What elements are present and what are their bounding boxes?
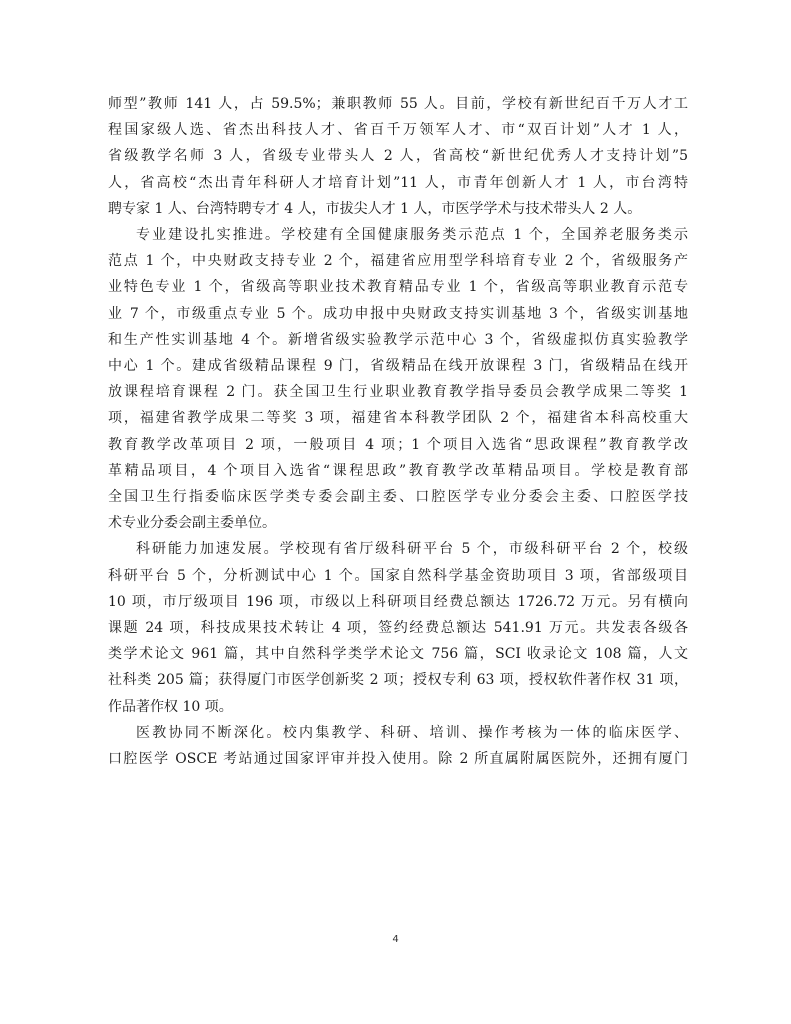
text-line: 人，省高校“杰出青年科研人才培育计划”11 人，市青年创新人才 1 人，市台湾特 bbox=[108, 174, 688, 191]
text-line: 专业建设扎实推进。学校建有全国健康服务类示范点 1 个，全国养老服务类示 bbox=[136, 227, 688, 244]
text-line: 项，福建省教学成果二等奖 3 项，福建省本科教学团队 2 个，福建省本科高校重大 bbox=[108, 410, 688, 427]
text-line: 10 项，市厅级项目 196 项，市级以上科研项目经费总额达 1726.72 万元。另有横向 bbox=[108, 593, 688, 610]
text-line: 类学术论文 961 篇，其中自然科学类学术论文 756 篇，SCI 收录论文 108 篇，人文 bbox=[108, 646, 688, 663]
text-line: 术专业分委会副主委单位。 bbox=[108, 515, 276, 532]
paragraph-medical-education bbox=[108, 720, 688, 772]
text-line: 省级教学名师 3 人，省级专业带头人 2 人，省高校“新世纪优秀人才支持计划”5 bbox=[108, 148, 688, 165]
text-line: 医教协同不断深化。校内集教学、科研、培训、操作考核为一体的临床医学、 bbox=[136, 724, 688, 741]
text-line: 口腔医学 OSCE 考站通过国家评审并投入使用。除 2 所直属附属医院外，还拥有厦门 bbox=[108, 751, 688, 768]
text-line: 革精品项目，4 个项目入选省“课程思政”教育教学改革精品项目。学校是教育部 bbox=[108, 462, 688, 479]
text-line: 科研能力加速发展。学校现有省厅级科研平台 5 个，市级科研平台 2 个，校级 bbox=[136, 541, 688, 558]
document-body bbox=[108, 91, 688, 772]
paragraph-discipline-construction bbox=[108, 222, 688, 536]
text-line: 聘专家 1 人、台湾特聘专才 4 人，市拔尖人才 1 人，市医学学术与技术带头人 2 人。 bbox=[108, 200, 642, 217]
text-line: 作品著作权 10 项。 bbox=[108, 698, 233, 715]
paragraph-research bbox=[108, 536, 688, 719]
text-line: 中心 1 个。建成省级精品课程 9 门，省级精品在线开放课程 3 门，省级精品在线开 bbox=[108, 358, 688, 375]
text-line: 和生产性实训基地 4 个。新增省级实验教学示范中心 3 个，省级虚拟仿真实验教学 bbox=[108, 331, 688, 348]
page-number: 4 bbox=[392, 934, 399, 945]
text-line: 范点 1 个，中央财政支持专业 2 个，福建省应用型学科培育专业 2 个，省级服务产 bbox=[108, 253, 688, 270]
text-line: 程国家级人选、省杰出科技人才、省百千万领军人才、市“双百计划”人才 1 人， bbox=[108, 122, 688, 139]
text-line: 放课程培育课程 2 门。获全国卫生行业职业教育教学指导委员会教学成果二等奖 1 bbox=[108, 384, 688, 401]
text-line: 业 7 个，市级重点专业 5 个。成功申报中央财政支持实训基地 3 个，省级实训基地 bbox=[108, 305, 688, 322]
text-line: 课题 24 项，科技成果技术转让 4 项，签约经费总额达 541.91 万元。共发表各级各 bbox=[108, 620, 688, 637]
text-line: 师型”教师 141 人，占 59.5%；兼职教师 55 人。目前，学校有新世纪百千万人才工 bbox=[108, 96, 688, 112]
text-line: 科研平台 5 个，分析测试中心 1 个。国家自然科学基金资助项目 3 项，省部级项目 bbox=[108, 567, 688, 584]
text-line: 社科类 205 篇；获得厦门市医学创新奖 2 项；授权专利 63 项，授权软件著作权 31 项， bbox=[108, 672, 688, 689]
text-line: 业特色专业 1 个，省级高等职业技术教育精品专业 1 个，省级高等职业教育示范专 bbox=[108, 279, 688, 296]
text-line: 教育教学改革项目 2 项，一般项目 4 项；1 个项目入选省“思政课程”教育教学改 bbox=[108, 436, 688, 453]
text-line: 全国卫生行指委临床医学类专委会副主委、口腔医学专业分委会主委、口腔医学技 bbox=[108, 489, 688, 506]
paragraph-teachers bbox=[108, 91, 688, 222]
